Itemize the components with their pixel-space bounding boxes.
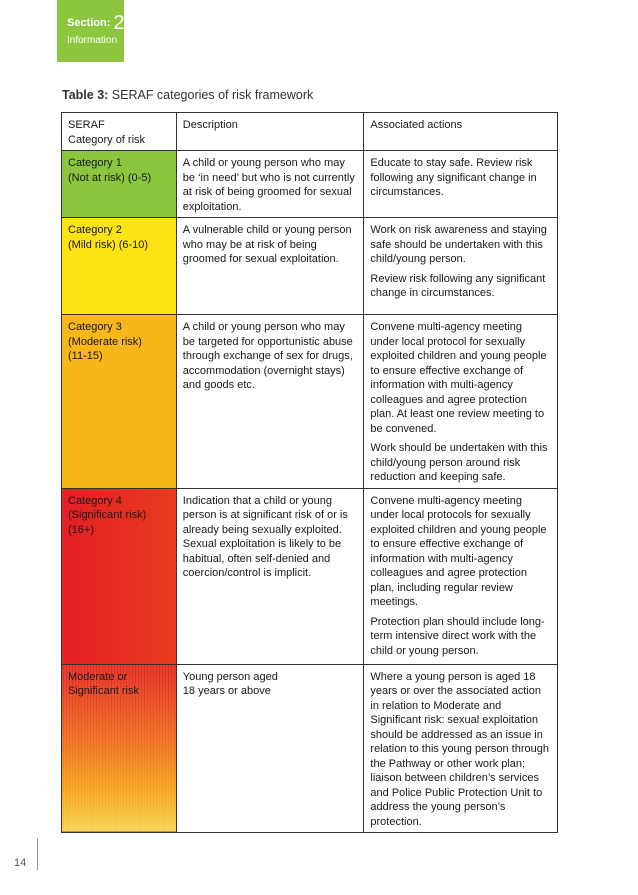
actions-cell bbox=[364, 151, 558, 218]
description-cell: A child or young person who may be targeted for opportunistic abuse through exchange of sex for drugs, accommodation (overnight stays) and goods etc. bbox=[176, 315, 364, 489]
description-cell: A child or young person who may be ‘in need’ but who is not currently at risk of being groomed for sexual exploitation. bbox=[176, 151, 364, 218]
header-description: Description bbox=[176, 113, 364, 151]
section-number: 2 bbox=[113, 12, 125, 34]
description-cell: A vulnerable child or young person who may be at risk of being groomed for sexual exploitation. bbox=[176, 218, 364, 315]
table-row bbox=[62, 218, 558, 315]
table-row bbox=[62, 488, 558, 664]
description-cell: Young person aged 18 years or above bbox=[176, 664, 364, 833]
table-caption-text: SERAF categories of risk framework bbox=[108, 88, 314, 102]
header-category-line1: SERAF bbox=[68, 119, 105, 131]
category-range: (16+) bbox=[68, 523, 94, 536]
category-name: Category 4 bbox=[68, 494, 122, 507]
category-label: Significant risk bbox=[68, 685, 139, 697]
category-cell bbox=[62, 488, 177, 664]
category-cell bbox=[62, 315, 177, 489]
category-label: (Moderate risk) bbox=[68, 335, 142, 348]
category-name: Category 2 bbox=[68, 224, 122, 236]
actions-cell bbox=[364, 664, 558, 833]
category-range: (11-15) bbox=[68, 350, 103, 362]
actions-cell bbox=[364, 488, 558, 664]
margin-rule bbox=[37, 838, 38, 870]
actions-cell bbox=[364, 315, 558, 489]
category-range: (Not at risk) (0-5) bbox=[68, 171, 152, 184]
action-text: Work should be undertaken with this child/young person around risk reduction and keeping safe. bbox=[370, 442, 548, 483]
table-row bbox=[62, 151, 558, 218]
action-text: Work on risk awareness and staying safe should be undertaken with this child/young person. bbox=[370, 224, 547, 265]
category-name: Category 1 bbox=[68, 157, 122, 169]
action-text: Educate to stay safe. Review risk following any significant change in circumstances. bbox=[370, 157, 537, 198]
category-range: (Mild risk) (6-10) bbox=[68, 238, 149, 251]
actions-cell bbox=[364, 218, 558, 315]
action-text: Protection plan should include long-term intensive direct work with the child or young person. bbox=[370, 615, 545, 657]
table-caption-prefix: Table 3: bbox=[62, 88, 109, 102]
action-text: Review risk following any significant change in circumstances. bbox=[370, 272, 546, 299]
action-text: Convene multi-agency meeting under local protocols for sexually exploited children and young people to ensure effective exchange of information with multi-agency colleagues and agree protection plan, including regular review meetings. bbox=[370, 494, 547, 608]
category-name: Moderate or bbox=[68, 670, 128, 683]
table-header-row bbox=[62, 113, 558, 151]
risk-framework-table bbox=[61, 112, 558, 833]
category-cell bbox=[62, 151, 177, 218]
table-row bbox=[62, 315, 558, 489]
description-cell: Indication that a child or young person is at significant risk of or is already being sexually exploited. Sexual exploitation is likely to be habitual, often self-denied and coercion/control is implicit. bbox=[176, 488, 364, 664]
section-subtitle: Information bbox=[67, 35, 118, 46]
header-actions: Associated actions bbox=[364, 113, 558, 151]
header-category-line2: Category of risk bbox=[68, 133, 146, 146]
category-cell bbox=[62, 664, 177, 833]
action-text: Where a young person is aged 18 years or over the associated action in relation to Moderate and Significant risk: sexual exploitation should be addressed as an issue in relation to this young person through the Pathway or other work plan; liaison between children’s services and Police Public Protection Unit to address the young person’s protection. bbox=[370, 670, 549, 828]
category-cell bbox=[62, 218, 177, 315]
header-category bbox=[62, 113, 177, 151]
section-label: Section: bbox=[67, 17, 111, 29]
section-label-line bbox=[67, 12, 125, 34]
action-text: Convene multi-agency meeting under local protocol for sexually exploited children and young people to ensure effective exchange of information with multi-agency colleagues and agree protection plan. At least one review meeting to be convened. bbox=[370, 321, 547, 435]
table-caption bbox=[62, 88, 313, 102]
section-tab bbox=[57, 0, 124, 62]
page-number: 14 bbox=[14, 857, 27, 869]
category-label: (Significant risk) bbox=[68, 509, 147, 521]
table-row bbox=[62, 664, 558, 833]
category-name: Category 3 bbox=[68, 321, 122, 333]
